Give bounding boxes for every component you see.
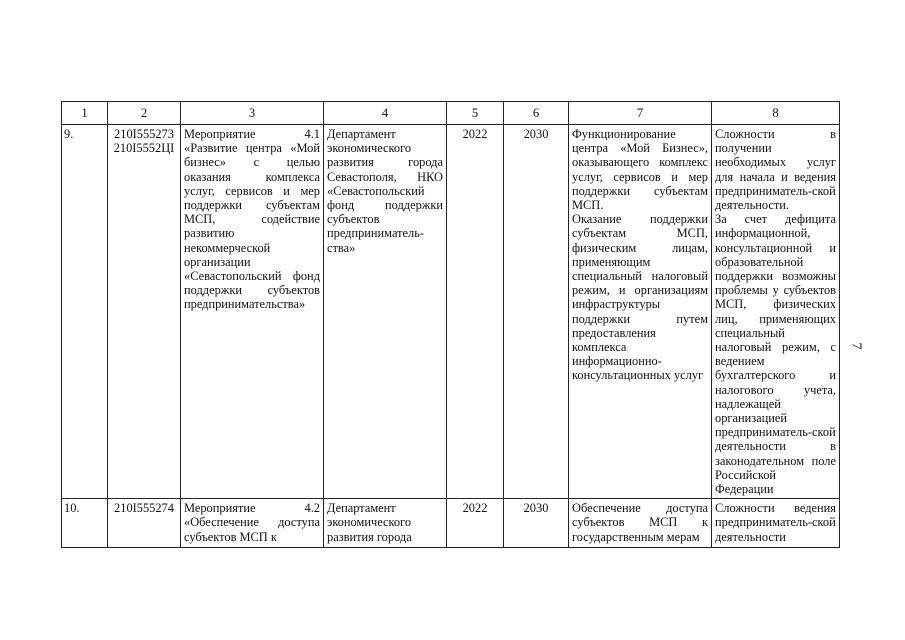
header-cell: 5 [447,102,504,125]
start-year: 2022 [447,125,504,499]
budget-codes: 210I555274 [108,499,181,548]
row-number: 10. [62,499,108,548]
result-cell: Функционирование центра «Мой Бизнес», оказывающего комплекс услуг, сервисов и мер поддержки субъектам МСП. Оказание поддержки субъектам МСП, физическим лицам, применяющим специальный налоговый режим, и организациям инфраструктуры поддержки путем предоставления комплекса информационно-консультационных услуг [569,125,712,499]
consequences-cell: Сложности в получении необходимых услуг для начала и ведения предприниматель-ской деятельности. За счет дефицита информационной, консультационной и образовательной поддержки возможны проблемы у субъектов МСП, физических лиц, применяющих специальный налоговый режим, с ведением бухгалтерского и налогового учета, надлежащей организацией предприниматель-ской деятельности в законодательном поле Российской Федерации [712,125,840,499]
row-number: 9. [62,125,108,499]
measures-table [61,101,840,548]
consequences-cell: Сложности ведения предприниматель-ской деятельности [712,499,840,548]
header-cell: 4 [324,102,447,125]
page-number: 7 [848,342,864,350]
measure-cell: Мероприятие 4.2 «Обеспечение доступа субъектов МСП к [181,499,324,548]
header-cell: 8 [712,102,840,125]
measure-cell: Мероприятие 4.1 «Развитие центра «Мой бизнес» с целью оказания комплекса услуг, сервисов и мер поддержки субъектам МСП, содействие развитию некоммерческой организации «Севастопольский фонд поддержки субъектов предпринимательства» [181,125,324,499]
header-cell: 2 [108,102,181,125]
header-cell: 6 [504,102,569,125]
executor-cell: Департамент экономического развития города [324,499,447,548]
end-year: 2030 [504,125,569,499]
header-cell: 7 [569,102,712,125]
result-cell: Обеспечение доступа субъектов МСП к государственным мерам [569,499,712,548]
table-header-row [62,102,840,125]
budget-codes: 210I555273 210I5552ЦI [108,125,181,499]
header-cell: 3 [181,102,324,125]
end-year: 2030 [504,499,569,548]
header-cell: 1 [62,102,108,125]
executor-cell: Департамент экономического развития города Севастополя, НКО «Севастопольский фонд поддержки субъектов предприниматель-ства» [324,125,447,499]
start-year: 2022 [447,499,504,548]
table-row [62,499,840,548]
table-row [62,125,840,499]
